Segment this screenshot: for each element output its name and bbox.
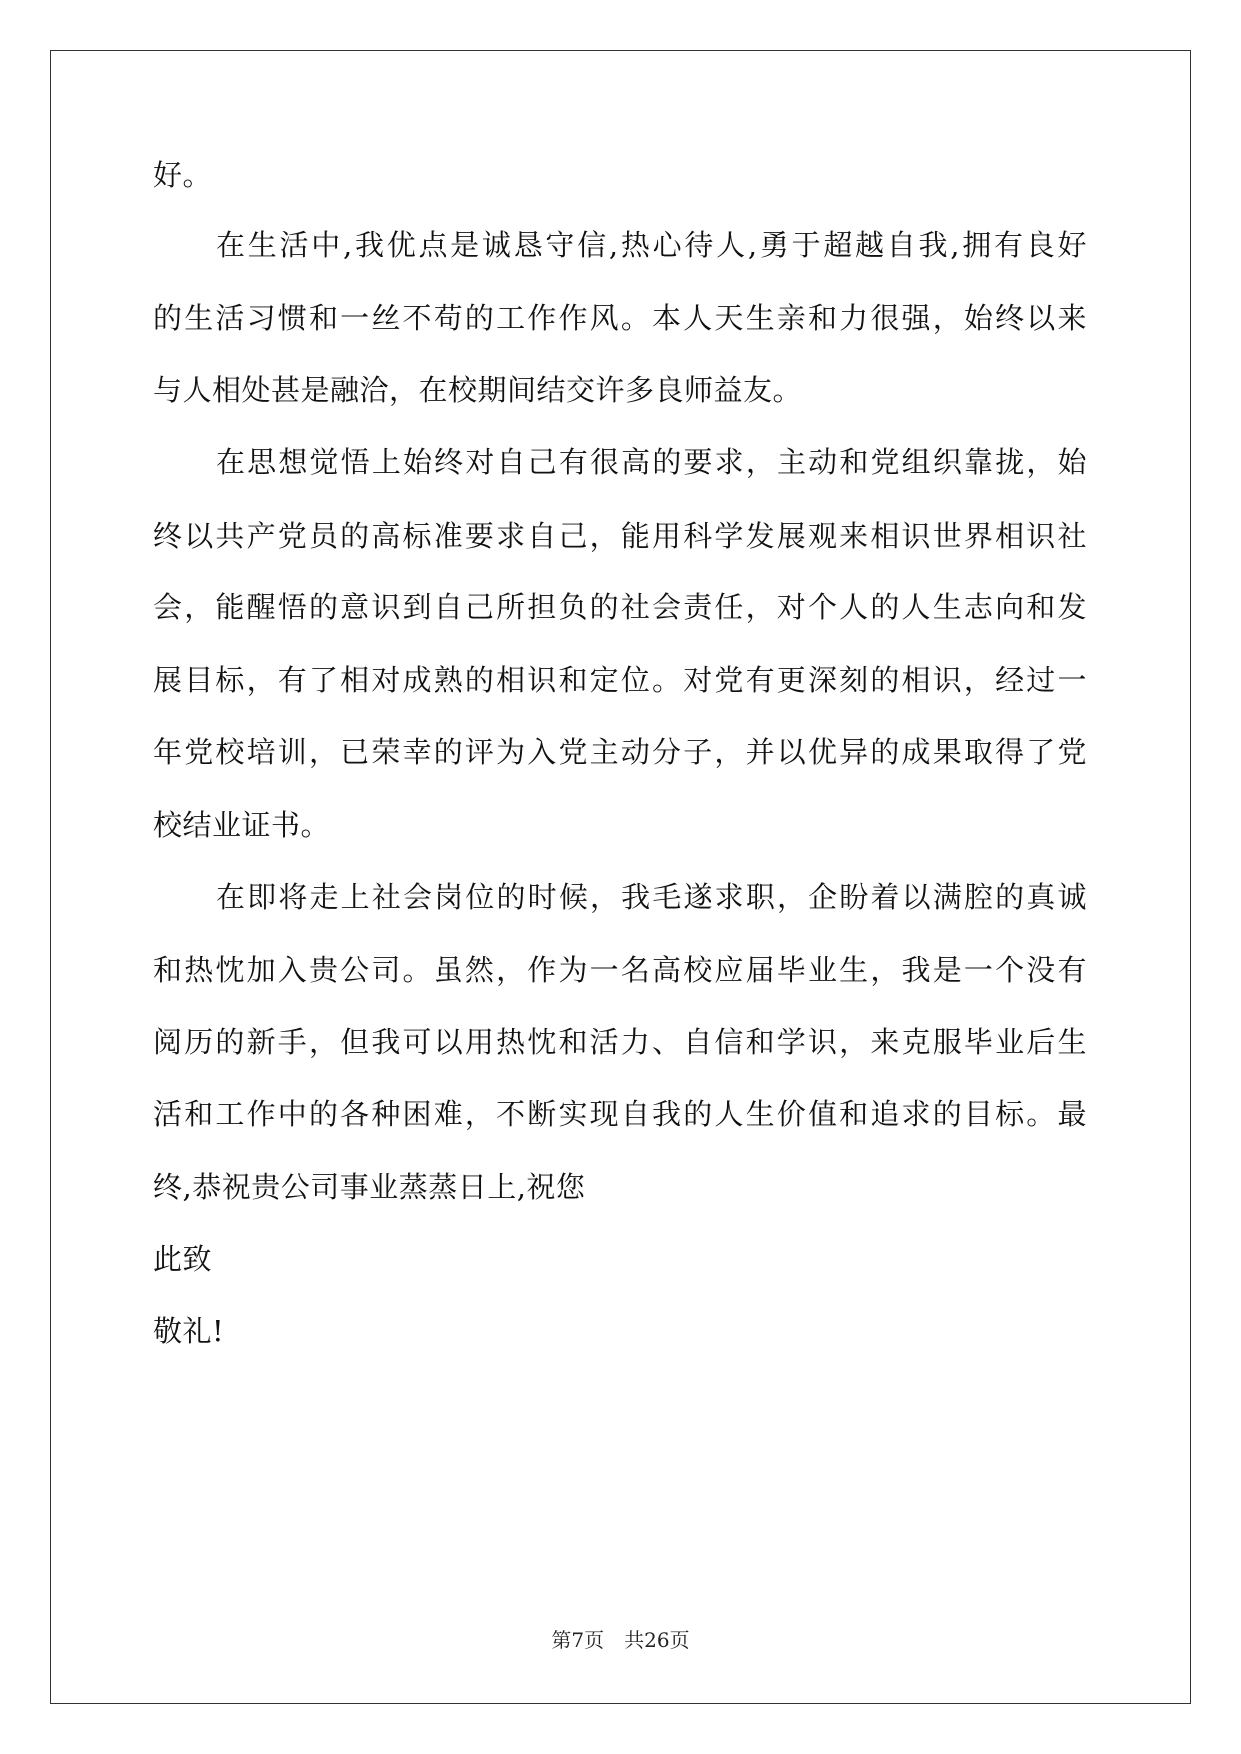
paragraph-line: 活和工作中的各种困难，不断实现自我的人生价值和追求的目标。最	[153, 1097, 1087, 1131]
closing-line: 此致	[153, 1242, 213, 1276]
paragraph-line: 与人相处甚是融洽，在校期间结交许多良师益友。	[153, 373, 803, 407]
paragraph-line: 年党校培训，已荣幸的评为入党主动分子，并以优异的成果取得了党	[153, 735, 1087, 769]
page-number: 第7页 共26页	[551, 1628, 690, 1652]
paragraph-line: 阅历的新手，但我可以用热忱和活力、自信和学识，来克服毕业后生	[153, 1025, 1087, 1059]
salutation-line: 敬礼!	[153, 1314, 225, 1348]
paragraph-line: 校结业证书。	[153, 808, 331, 842]
text-line: 好。	[153, 158, 213, 192]
paragraph-line: 在即将走上社会岗位的时候，我毛遂求职，企盼着以满腔的真诚	[216, 880, 1087, 914]
paragraph-line: 在思想觉悟上始终对自己有很高的要求，主动和党组织靠拢，始	[216, 445, 1087, 479]
paragraph-line: 的生活习惯和一丝不苟的工作作风。本人天生亲和力很强，始终以来	[153, 301, 1087, 335]
paragraph-line: 和热忱加入贵公司。虽然，作为一名高校应届毕业生，我是一个没有	[153, 953, 1087, 987]
paragraph-line: 终,恭祝贵公司事业蒸蒸日上,祝您	[153, 1170, 586, 1204]
paragraph-line: 终以共产党员的高标准要求自己，能用科学发展观来相识世界相识社	[153, 519, 1087, 553]
paragraph-line: 在生活中,我优点是诚恳守信,热心待人,勇于超越自我,拥有良好	[216, 228, 1087, 262]
paragraph-line: 展目标，有了相对成熟的相识和定位。对党有更深刻的相识，经过一	[153, 663, 1087, 697]
paragraph-line: 会，能醒悟的意识到自己所担负的社会责任，对个人的人生志向和发	[153, 590, 1087, 624]
